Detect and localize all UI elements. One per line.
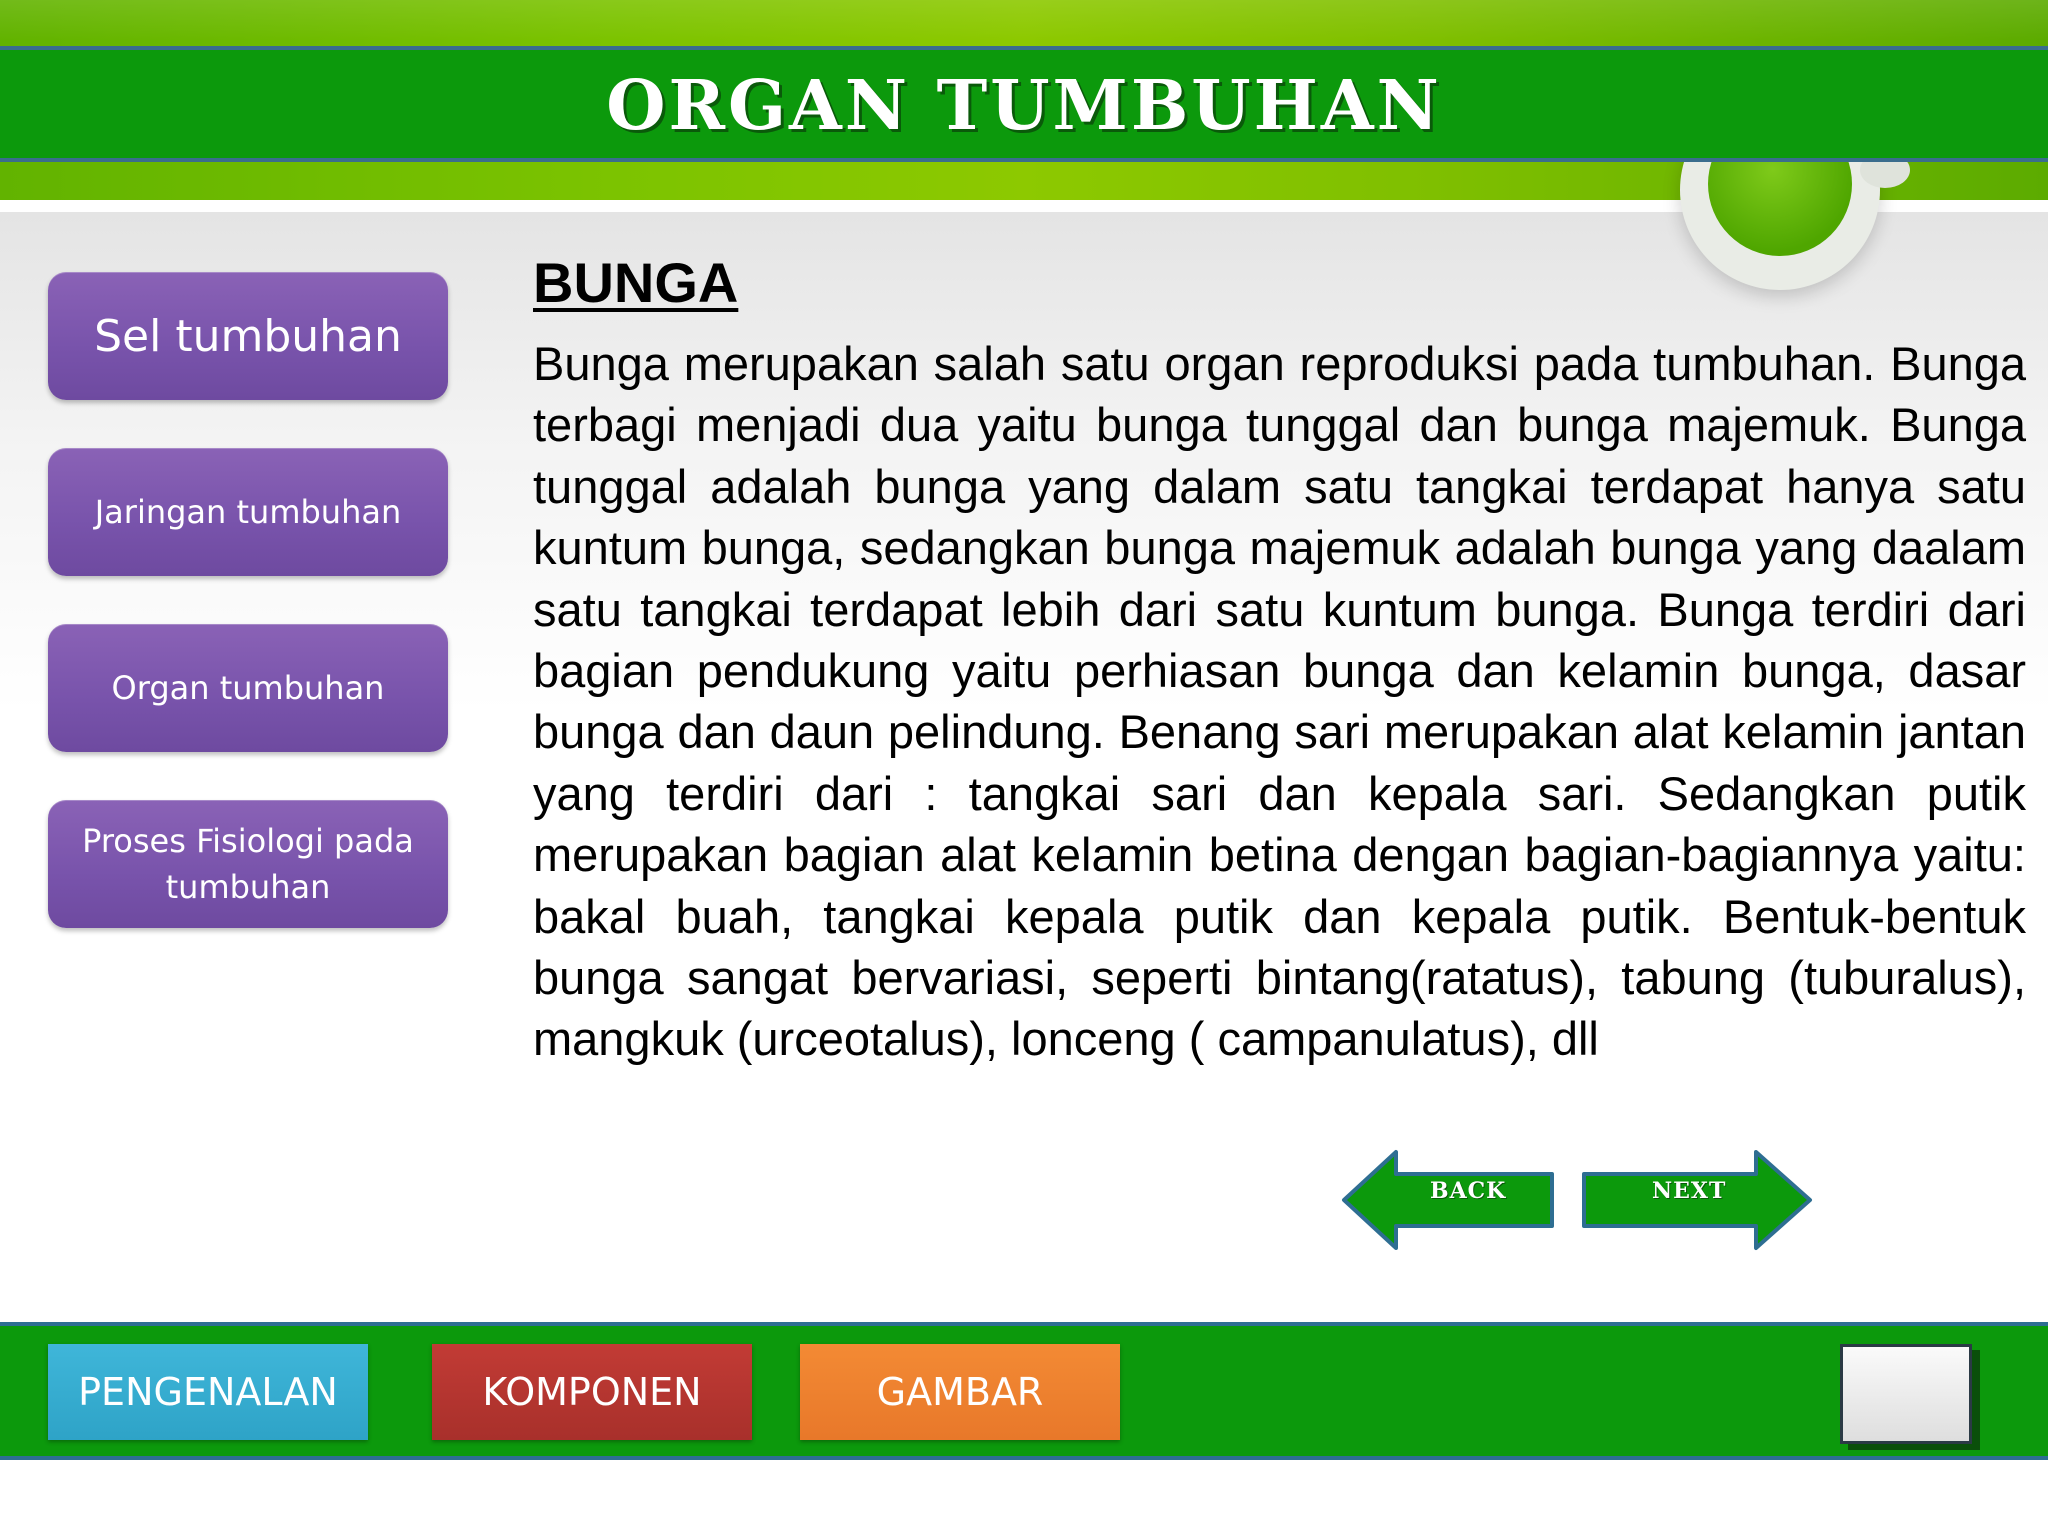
nav-komponen-button[interactable] [432, 1344, 752, 1440]
page-title: ORGAN TUMBUHAN [606, 66, 1442, 146]
sidebar-item-proses-fisiologi[interactable] [48, 800, 448, 928]
sidebar-item-jaringan-tumbuhan[interactable] [48, 448, 448, 576]
sidebar-item-label: Proses Fisiologi pada tumbuhan [82, 822, 414, 906]
section-body-text: Bunga merupakan salah satu organ reproduksi pada tumbuhan. Bunga terbagi menjadi dua yaitu bunga tunggal dan bunga majemuk. Bunga tunggal adalah bunga yang dalam satu tangkai terdapat hanya satu kuntum bunga, sedangkan bunga majemuk adalah bunga yang daalam satu tangkai terdapat lebih dari satu kuntum bunga. Bunga terdiri dari bagian pendukung yaitu perhiasan bunga dan kelamin bunga, dasar bunga dan daun pelindung. Benang sari merupakan alat kelamin jantan yang terdiri dari : tangkai sari dan kepala sari. Sedangkan putik merupakan bagian alat kelamin betina dengan bagian-bagiannya yaitu: bakal buah, tangkai kepala putik dan kepala putik. Bentuk-bentuk bunga sangat bervariasi, seperti bintang(ratatus), tabung (tuburalus), mangkuk (urceotalus), lonceng ( campanulatus), dll [533, 337, 2026, 1066]
nav-button-label: GAMBAR [876, 1370, 1044, 1414]
back-button-label: BACK [1430, 1178, 1507, 1204]
nav-pengenalan-button[interactable] [48, 1344, 368, 1440]
title-bar [0, 46, 2048, 162]
sidebar-item-label: Sel tumbuhan [94, 310, 402, 362]
next-button[interactable] [1580, 1148, 1814, 1252]
nav-gambar-button[interactable] [800, 1344, 1120, 1440]
back-button[interactable] [1340, 1148, 1556, 1252]
next-button-label: NEXT [1652, 1178, 1727, 1204]
sidebar-item-label: Jaringan tumbuhan [94, 493, 402, 531]
nav-button-label: PENGENALAN [78, 1370, 338, 1414]
sidebar-item-sel-tumbuhan[interactable] [48, 272, 448, 400]
sidebar-item-label: Organ tumbuhan [111, 669, 385, 707]
nav-button-label: KOMPONEN [482, 1370, 702, 1414]
section-heading: BUNGA [533, 251, 739, 314]
blank-square-button[interactable] [1840, 1344, 1972, 1444]
sidebar-item-organ-tumbuhan[interactable] [48, 624, 448, 752]
